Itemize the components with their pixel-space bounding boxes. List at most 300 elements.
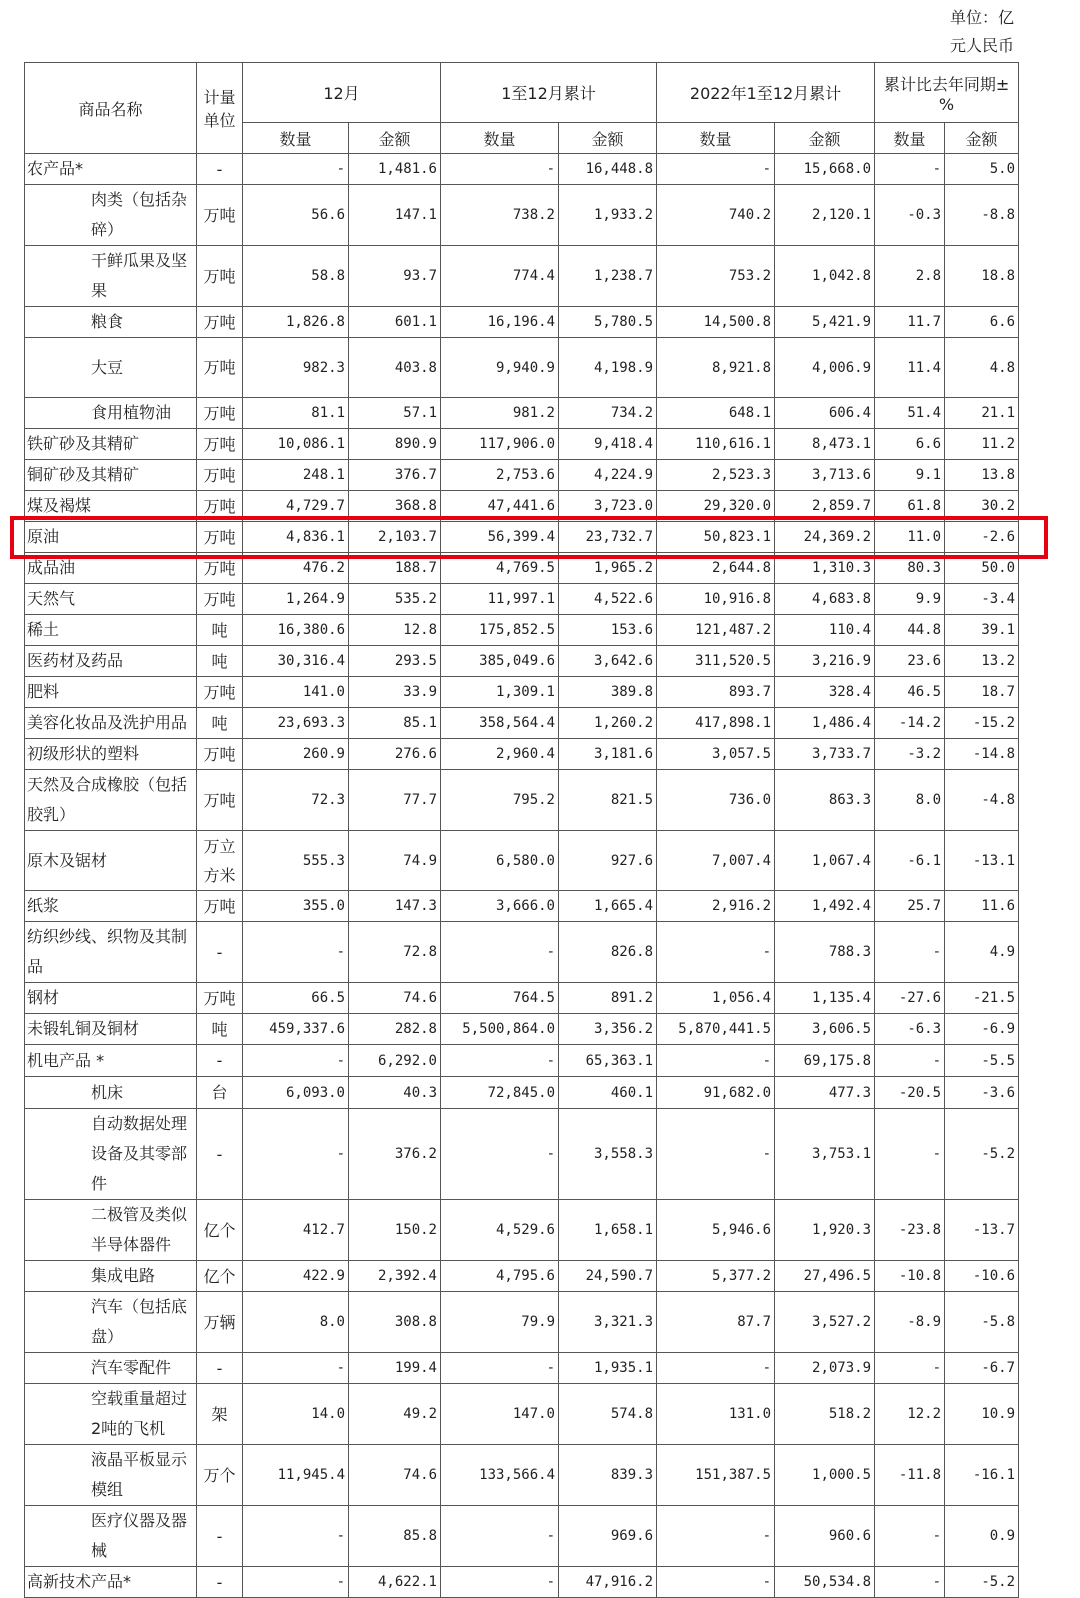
row-value: 927.6 <box>559 831 657 891</box>
row-value: 5,500,864.0 <box>441 1014 559 1045</box>
row-unit: - <box>197 1567 243 1598</box>
row-unit: 万吨 <box>197 491 243 522</box>
row-unit: 吨 <box>197 646 243 677</box>
row-value: 2,859.7 <box>775 491 875 522</box>
row-value: 46.5 <box>875 677 945 708</box>
row-value: - <box>875 1506 945 1567</box>
row-value: 13.2 <box>945 646 1019 677</box>
row-value: 2,753.6 <box>441 460 559 491</box>
row-value: 50,823.1 <box>657 522 775 553</box>
row-unit: 万吨 <box>197 429 243 460</box>
row-value: 80.3 <box>875 553 945 584</box>
row-value: 982.3 <box>243 338 349 398</box>
row-value: 23,693.3 <box>243 708 349 739</box>
row-value: -3.4 <box>945 584 1019 615</box>
row-unit: 吨 <box>197 615 243 646</box>
row-name: 汽车零配件 <box>25 1353 197 1384</box>
row-name: 机电产品 * <box>25 1045 197 1077</box>
table-row <box>25 460 1019 491</box>
row-value: 4,224.9 <box>559 460 657 491</box>
row-unit: 万吨 <box>197 307 243 338</box>
table-row <box>25 584 1019 615</box>
row-value: 826.8 <box>559 922 657 983</box>
row-unit: 万吨 <box>197 891 243 922</box>
row-value: 47,441.6 <box>441 491 559 522</box>
unit-note-line2: 元人民币 <box>949 36 1014 55</box>
row-value: 1,067.4 <box>775 831 875 891</box>
row-value: 4,622.1 <box>349 1567 441 1598</box>
row-value: 6,292.0 <box>349 1045 441 1077</box>
row-value: 8,473.1 <box>775 429 875 460</box>
table-row <box>25 1353 1019 1384</box>
row-value: -4.8 <box>945 770 1019 831</box>
row-value: - <box>657 1109 775 1200</box>
row-value: 6,580.0 <box>441 831 559 891</box>
row-value: -6.9 <box>945 1014 1019 1045</box>
row-value: -27.6 <box>875 983 945 1014</box>
row-value: 740.2 <box>657 185 775 246</box>
table-row <box>25 1384 1019 1445</box>
row-value: 960.6 <box>775 1506 875 1567</box>
row-value: 10,916.8 <box>657 584 775 615</box>
row-value: -8.9 <box>875 1292 945 1353</box>
row-value: 1,056.4 <box>657 983 775 1014</box>
row-value: 147.3 <box>349 891 441 922</box>
table-row <box>25 708 1019 739</box>
table-row <box>25 739 1019 770</box>
row-value: 74.9 <box>349 831 441 891</box>
row-value: - <box>441 1045 559 1077</box>
row-value: -5.5 <box>945 1045 1019 1077</box>
row-value: 29,320.0 <box>657 491 775 522</box>
row-name: 初级形状的塑料 <box>25 739 197 770</box>
header-unit: 计量单位 <box>197 63 243 154</box>
row-value: 91,682.0 <box>657 1077 775 1109</box>
table-body <box>25 154 1019 1598</box>
row-value: 27,496.5 <box>775 1261 875 1292</box>
row-unit: 万吨 <box>197 185 243 246</box>
row-value: 2,523.3 <box>657 460 775 491</box>
row-value: 85.1 <box>349 708 441 739</box>
table-row <box>25 154 1019 185</box>
row-value: 3,666.0 <box>441 891 559 922</box>
row-unit: 万吨 <box>197 338 243 398</box>
row-value: 16,380.6 <box>243 615 349 646</box>
row-value: 1,260.2 <box>559 708 657 739</box>
row-unit: 万立方米 <box>197 831 243 891</box>
row-value: -5.2 <box>945 1109 1019 1200</box>
row-value: 14,500.8 <box>657 307 775 338</box>
row-value: 5,946.6 <box>657 1200 775 1261</box>
row-value: 72.3 <box>243 770 349 831</box>
row-value: 376.7 <box>349 460 441 491</box>
row-value: -10.8 <box>875 1261 945 1292</box>
row-unit: 万吨 <box>197 460 243 491</box>
row-value: 141.0 <box>243 677 349 708</box>
row-value: 2,392.4 <box>349 1261 441 1292</box>
row-value: 47,916.2 <box>559 1567 657 1598</box>
row-value: 4,836.1 <box>243 522 349 553</box>
row-name: 医药材及药品 <box>25 646 197 677</box>
row-name: 自动数据处理设备及其零部件 <box>25 1109 197 1200</box>
row-value: -23.8 <box>875 1200 945 1261</box>
row-value: 1,933.2 <box>559 185 657 246</box>
row-value: 81.1 <box>243 398 349 429</box>
row-unit: - <box>197 1506 243 1567</box>
row-value: 175,852.5 <box>441 615 559 646</box>
row-value: 3,527.2 <box>775 1292 875 1353</box>
row-value: 66.5 <box>243 983 349 1014</box>
row-unit: 万个 <box>197 1445 243 1506</box>
row-value: - <box>243 1109 349 1200</box>
row-value: 11.4 <box>875 338 945 398</box>
row-value: 839.3 <box>559 1445 657 1506</box>
table-row <box>25 831 1019 891</box>
row-value: -13.1 <box>945 831 1019 891</box>
row-value: 1,042.8 <box>775 246 875 307</box>
row-value: 85.8 <box>349 1506 441 1567</box>
row-value: 151,387.5 <box>657 1445 775 1506</box>
row-value: -3.6 <box>945 1077 1019 1109</box>
row-value: 648.1 <box>657 398 775 429</box>
row-value: 11.0 <box>875 522 945 553</box>
table-row <box>25 1109 1019 1200</box>
row-unit: 吨 <box>197 708 243 739</box>
row-value: - <box>441 154 559 185</box>
row-unit: 万吨 <box>197 677 243 708</box>
row-unit: 万吨 <box>197 398 243 429</box>
row-value: 3,181.6 <box>559 739 657 770</box>
row-value: 969.6 <box>559 1506 657 1567</box>
row-name: 肥料 <box>25 677 197 708</box>
row-value: 328.4 <box>775 677 875 708</box>
row-name: 粮食 <box>25 307 197 338</box>
row-value: 4,769.5 <box>441 553 559 584</box>
row-name: 干鲜瓜果及坚果 <box>25 246 197 307</box>
row-value: 477.3 <box>775 1077 875 1109</box>
row-name: 纸浆 <box>25 891 197 922</box>
row-name: 成品油 <box>25 553 197 584</box>
row-value: 1,920.3 <box>775 1200 875 1261</box>
table-row <box>25 1445 1019 1506</box>
row-value: 6.6 <box>875 429 945 460</box>
row-value: 3,642.6 <box>559 646 657 677</box>
row-value: - <box>243 922 349 983</box>
row-value: 601.1 <box>349 307 441 338</box>
row-value: 15,668.0 <box>775 154 875 185</box>
row-value: 788.3 <box>775 922 875 983</box>
header-qty: 数量 <box>657 123 775 154</box>
row-name: 液晶平板显示模组 <box>25 1445 197 1506</box>
row-value: -16.1 <box>945 1445 1019 1506</box>
table-row <box>25 491 1019 522</box>
row-value: 147.0 <box>441 1384 559 1445</box>
row-value: 72,845.0 <box>441 1077 559 1109</box>
table-row <box>25 246 1019 307</box>
row-value: 9.9 <box>875 584 945 615</box>
row-value: 56,399.4 <box>441 522 559 553</box>
row-value: - <box>657 1045 775 1077</box>
table-row <box>25 1292 1019 1353</box>
row-value: 3,753.1 <box>775 1109 875 1200</box>
row-value: 891.2 <box>559 983 657 1014</box>
row-name: 钢材 <box>25 983 197 1014</box>
row-value: 459,337.6 <box>243 1014 349 1045</box>
row-name: 机床 <box>25 1077 197 1109</box>
row-value: 476.2 <box>243 553 349 584</box>
table-row <box>25 922 1019 983</box>
row-value: 753.2 <box>657 246 775 307</box>
row-value: 65,363.1 <box>559 1045 657 1077</box>
row-value: - <box>875 1109 945 1200</box>
row-value: 5.0 <box>945 154 1019 185</box>
row-value: 12.2 <box>875 1384 945 1445</box>
row-value: 738.2 <box>441 185 559 246</box>
row-value: 736.0 <box>657 770 775 831</box>
row-value: -8.8 <box>945 185 1019 246</box>
row-value: 574.8 <box>559 1384 657 1445</box>
row-unit: - <box>197 1045 243 1077</box>
header-name: 商品名称 <box>25 63 197 154</box>
row-name: 汽车（包括底盘） <box>25 1292 197 1353</box>
row-value: 58.8 <box>243 246 349 307</box>
row-name: 农产品* <box>25 154 197 185</box>
row-value: 11.2 <box>945 429 1019 460</box>
row-unit: 亿个 <box>197 1261 243 1292</box>
row-value: - <box>875 154 945 185</box>
row-name: 原油 <box>25 522 197 553</box>
row-value: 1,658.1 <box>559 1200 657 1261</box>
row-value: 460.1 <box>559 1077 657 1109</box>
row-unit: 万吨 <box>197 584 243 615</box>
row-value: 51.4 <box>875 398 945 429</box>
row-value: 117,906.0 <box>441 429 559 460</box>
row-name: 大豆 <box>25 338 197 398</box>
row-unit: 万吨 <box>197 983 243 1014</box>
row-value: 1,135.4 <box>775 983 875 1014</box>
row-value: 61.8 <box>875 491 945 522</box>
row-value: 50.0 <box>945 553 1019 584</box>
row-value: - <box>243 1567 349 1598</box>
row-value: 795.2 <box>441 770 559 831</box>
row-value: 56.6 <box>243 185 349 246</box>
row-value: 10.9 <box>945 1384 1019 1445</box>
row-value: - <box>243 1506 349 1567</box>
row-unit: - <box>197 922 243 983</box>
row-value: 555.3 <box>243 831 349 891</box>
row-value: 385,049.6 <box>441 646 559 677</box>
row-value: 2,073.9 <box>775 1353 875 1384</box>
row-unit: 亿个 <box>197 1200 243 1261</box>
row-unit: 万吨 <box>197 522 243 553</box>
row-value: 1,826.8 <box>243 307 349 338</box>
row-value: 77.7 <box>349 770 441 831</box>
row-name: 纺织纱线、织物及其制品 <box>25 922 197 983</box>
header-qty: 数量 <box>243 123 349 154</box>
row-value: 4,522.6 <box>559 584 657 615</box>
row-unit: 架 <box>197 1384 243 1445</box>
unit-note-line1: 单位：亿 <box>949 8 1014 27</box>
row-value: 147.1 <box>349 185 441 246</box>
row-value: 417,898.1 <box>657 708 775 739</box>
row-value: 11.7 <box>875 307 945 338</box>
row-value: 11,997.1 <box>441 584 559 615</box>
row-name: 集成电路 <box>25 1261 197 1292</box>
row-value: 4,729.7 <box>243 491 349 522</box>
table-row <box>25 1045 1019 1077</box>
row-value: 376.2 <box>349 1109 441 1200</box>
row-value: 981.2 <box>441 398 559 429</box>
row-value: 4,006.9 <box>775 338 875 398</box>
row-value: 8,921.8 <box>657 338 775 398</box>
row-unit: 万辆 <box>197 1292 243 1353</box>
row-value: 3,733.7 <box>775 739 875 770</box>
header-amt: 金额 <box>945 123 1019 154</box>
row-name: 铜矿砂及其精矿 <box>25 460 197 491</box>
row-value: 248.1 <box>243 460 349 491</box>
table-row <box>25 429 1019 460</box>
row-value: 6,093.0 <box>243 1077 349 1109</box>
row-value: - <box>441 1567 559 1598</box>
row-value: 4,529.6 <box>441 1200 559 1261</box>
row-value: 16,196.4 <box>441 307 559 338</box>
row-value: 1,665.4 <box>559 891 657 922</box>
row-value: -6.1 <box>875 831 945 891</box>
row-value: 23.6 <box>875 646 945 677</box>
row-value: 4,683.8 <box>775 584 875 615</box>
row-unit: 台 <box>197 1077 243 1109</box>
row-value: 133,566.4 <box>441 1445 559 1506</box>
row-value: 0.9 <box>945 1506 1019 1567</box>
table-row <box>25 338 1019 398</box>
table-row <box>25 891 1019 922</box>
header-amt: 金额 <box>559 123 657 154</box>
row-value: 518.2 <box>775 1384 875 1445</box>
row-value: 293.5 <box>349 646 441 677</box>
row-value: 9,418.4 <box>559 429 657 460</box>
header-amt: 金额 <box>775 123 875 154</box>
row-value: 72.8 <box>349 922 441 983</box>
row-name: 原木及锯材 <box>25 831 197 891</box>
table-row <box>25 398 1019 429</box>
row-unit: - <box>197 1109 243 1200</box>
row-value: 9.1 <box>875 460 945 491</box>
table-row <box>25 615 1019 646</box>
row-value: 30,316.4 <box>243 646 349 677</box>
row-value: -6.7 <box>945 1353 1019 1384</box>
row-value: 13.8 <box>945 460 1019 491</box>
header-qty: 数量 <box>875 123 945 154</box>
row-name: 美容化妆品及洗护用品 <box>25 708 197 739</box>
row-unit: 万吨 <box>197 246 243 307</box>
row-value: 18.7 <box>945 677 1019 708</box>
row-value: 150.2 <box>349 1200 441 1261</box>
row-value: - <box>657 1506 775 1567</box>
row-value: -10.6 <box>945 1261 1019 1292</box>
row-value: 2,960.4 <box>441 739 559 770</box>
row-name: 稀土 <box>25 615 197 646</box>
row-value: 93.7 <box>349 246 441 307</box>
table-row <box>25 1261 1019 1292</box>
table-row <box>25 1200 1019 1261</box>
row-name: 医疗仪器及器械 <box>25 1506 197 1567</box>
row-value: 153.6 <box>559 615 657 646</box>
row-value: 4.8 <box>945 338 1019 398</box>
row-value: 199.4 <box>349 1353 441 1384</box>
row-value: - <box>243 1045 349 1077</box>
row-value: 11,945.4 <box>243 1445 349 1506</box>
row-name: 高新技术产品* <box>25 1567 197 1598</box>
row-value: 30.2 <box>945 491 1019 522</box>
row-value: 23,732.7 <box>559 522 657 553</box>
row-value: 821.5 <box>559 770 657 831</box>
row-value: 1,486.4 <box>775 708 875 739</box>
row-value: 3,356.2 <box>559 1014 657 1045</box>
header-yoy: 累计比去年同期±% <box>875 63 1019 123</box>
row-value: -15.2 <box>945 708 1019 739</box>
row-value: 1,492.4 <box>775 891 875 922</box>
row-value: 1,000.5 <box>775 1445 875 1506</box>
row-value: -5.8 <box>945 1292 1019 1353</box>
row-value: - <box>875 1045 945 1077</box>
row-value: -3.2 <box>875 739 945 770</box>
row-value: 131.0 <box>657 1384 775 1445</box>
table-row <box>25 1014 1019 1045</box>
row-value: 25.7 <box>875 891 945 922</box>
table-row <box>25 1077 1019 1109</box>
header-dec: 12月 <box>243 63 441 123</box>
row-value: 8.0 <box>243 1292 349 1353</box>
row-value: 44.8 <box>875 615 945 646</box>
row-value: 3,057.5 <box>657 739 775 770</box>
header-amt: 金额 <box>349 123 441 154</box>
row-value: 87.7 <box>657 1292 775 1353</box>
row-value: 40.3 <box>349 1077 441 1109</box>
row-value: 21.1 <box>945 398 1019 429</box>
row-value: 734.2 <box>559 398 657 429</box>
row-value: - <box>441 1506 559 1567</box>
row-value: 188.7 <box>349 553 441 584</box>
header-prev: 2022年1至12月累计 <box>657 63 875 123</box>
row-value: 890.9 <box>349 429 441 460</box>
row-value: 3,321.3 <box>559 1292 657 1353</box>
row-value: 1,264.9 <box>243 584 349 615</box>
row-value: - <box>441 1353 559 1384</box>
row-value: - <box>441 1109 559 1200</box>
row-value: 3,713.6 <box>775 460 875 491</box>
row-value: 2.8 <box>875 246 945 307</box>
row-value: 24,369.2 <box>775 522 875 553</box>
row-value: 8.0 <box>875 770 945 831</box>
header-qty: 数量 <box>441 123 559 154</box>
row-value: 5,870,441.5 <box>657 1014 775 1045</box>
row-value: 57.1 <box>349 398 441 429</box>
row-value: 6.6 <box>945 307 1019 338</box>
row-value: -6.3 <box>875 1014 945 1045</box>
row-value: 1,935.1 <box>559 1353 657 1384</box>
row-value: 110.4 <box>775 615 875 646</box>
row-value: 11.6 <box>945 891 1019 922</box>
row-value: 39.1 <box>945 615 1019 646</box>
row-value: 1,965.2 <box>559 553 657 584</box>
table-row <box>25 1567 1019 1598</box>
row-value: 74.6 <box>349 1445 441 1506</box>
row-value: - <box>441 922 559 983</box>
row-value: - <box>875 1353 945 1384</box>
row-name: 二极管及类似半导体器件 <box>25 1200 197 1261</box>
row-value: -11.8 <box>875 1445 945 1506</box>
row-value: 7,007.4 <box>657 831 775 891</box>
